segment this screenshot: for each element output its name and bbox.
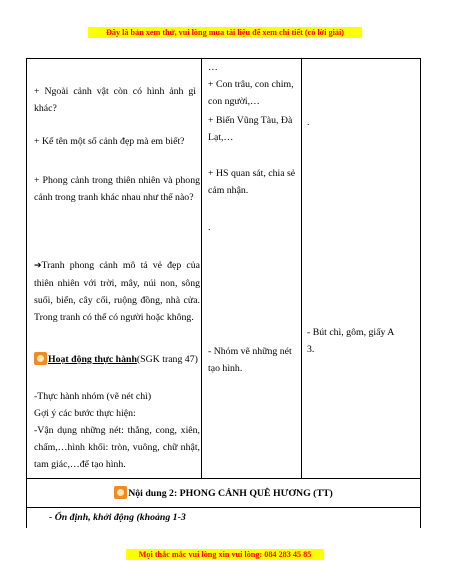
- materials: - Bút chì, gôm, giấy A 3.: [307, 327, 394, 355]
- answer-scenery: + Biển Vũng Tàu, Đà Lạt,…: [208, 115, 293, 143]
- column-divider: [201, 59, 202, 478]
- hint-label: Gợi ý các bước thực hiện:: [34, 408, 136, 419]
- arrow-right-icon: ➔: [34, 261, 42, 271]
- column-divider: [301, 59, 302, 478]
- intro-row: [26, 508, 421, 528]
- section-title: Nội dung 2: PHONG CẢNH QUÊ HƯƠNG (TT): [27, 486, 420, 499]
- question-other-images: + Ngoài cảnh vật còn có hình ảnh gì khác?: [34, 86, 196, 114]
- activity-icon: [34, 352, 47, 365]
- practice-text: -Thực hành nhóm (vẽ nét chì): [34, 391, 152, 402]
- intro-text: - Ổn định, khởi động (khoảng 1-3: [49, 512, 186, 523]
- ellipsis: …: [208, 62, 218, 73]
- hint-text: -Vận dụng những nét: thẳng, cong, xiên, chấm,…hình khối: tròn, vuông, chữ nhật, tam giác,…để tạo hình.: [34, 425, 200, 470]
- question-difference: + Phong cảnh trong thiên nhiên và phong cảnh trong tranh khác nhau như thế nào?: [34, 175, 200, 203]
- dot-mark: .: [307, 117, 310, 128]
- contact-banner: Mọi thắc mắc vui lòng xin vui lòng: 084 283 45 85: [126, 549, 324, 560]
- dot-mark: .: [208, 222, 211, 233]
- answer-observe: + HS quan sát, chia sẻ cảm nhận.: [208, 168, 296, 196]
- answer-other-images: + Con trâu, con chim, con người,…: [208, 79, 294, 107]
- lesson-table: [26, 58, 421, 479]
- section-row: [26, 478, 421, 508]
- conclusion-text: ➔Tranh phong cảnh mô tả vẻ đẹp của thiên nhiên với trời, mây, núi non, sông suối, biển, cây cối, ruộng đồng, nhà cửa. Trong tranh có thể có người hoặc không.: [34, 260, 200, 323]
- preview-banner: Đây là bản xem thử, vui lòng mua tài liệu để xem chi tiết (có lời giải): [88, 27, 362, 38]
- question-scenery: + Kể tên một số cảnh đẹp mà em biết?: [34, 136, 185, 147]
- group-task: - Nhóm vẽ những nét tạo hình.: [208, 346, 292, 374]
- activity-heading: Hoạt động thực hành(SGK trang 47): [34, 351, 200, 368]
- section-icon: [114, 486, 127, 499]
